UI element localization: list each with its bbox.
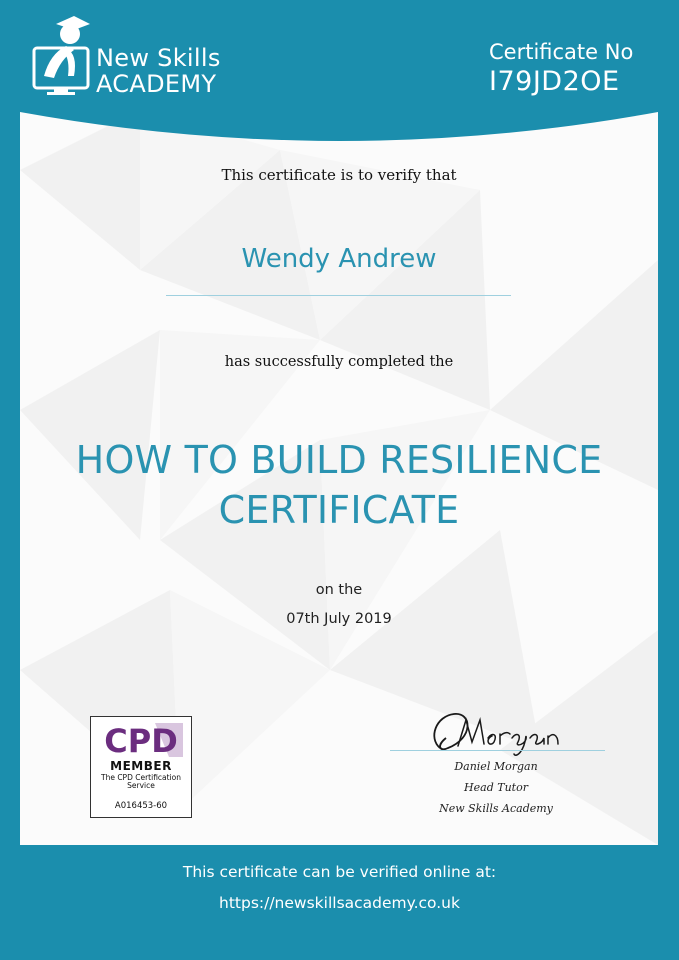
brand-name: New Skills bbox=[96, 44, 221, 72]
name-underline bbox=[166, 295, 511, 296]
course-title-line1: HOW TO BUILD RESILIENCE bbox=[75, 438, 603, 482]
intro-text: This certificate is to verify that bbox=[221, 166, 457, 184]
signatory-title: Head Tutor bbox=[464, 781, 528, 794]
verification-text: This certificate can be verified online at: bbox=[182, 863, 497, 881]
date-prefix: on the bbox=[315, 582, 363, 598]
cpd-member-label: MEMBER bbox=[110, 759, 172, 773]
certificate-number: I79JD2OE bbox=[489, 66, 620, 97]
verification-url[interactable]: https://newskillsacademy.co.uk bbox=[219, 894, 460, 912]
brand-subtitle: ACADEMY bbox=[96, 70, 217, 98]
course-title-line2: CERTIFICATE bbox=[218, 488, 460, 532]
recipient-name: Wendy Andrew bbox=[241, 244, 437, 274]
completion-text: has successfully completed the bbox=[224, 354, 454, 370]
certificate-number-block bbox=[489, 40, 639, 97]
signatory-organisation: New Skills Academy bbox=[439, 802, 553, 815]
completion-date: 07th July 2019 bbox=[286, 611, 392, 627]
signature-graphic bbox=[388, 708, 608, 756]
certificate-card bbox=[20, 110, 658, 845]
cpd-service-line1: The CPD Certification bbox=[100, 773, 182, 782]
cpd-logo-icon bbox=[99, 723, 183, 757]
certificate-number-label: Certificate No bbox=[489, 40, 634, 64]
signature-underline bbox=[390, 750, 605, 751]
academy-logo-icon bbox=[30, 14, 92, 96]
cpd-logo-text: CPD bbox=[104, 723, 178, 757]
cpd-service-name bbox=[91, 774, 191, 790]
signatory-name: Daniel Morgan bbox=[454, 760, 538, 773]
cpd-member-badge bbox=[90, 716, 192, 818]
cpd-service-line2: Service bbox=[127, 781, 155, 790]
cpd-member-number: A016453-60 bbox=[114, 801, 168, 811]
academy-logo bbox=[30, 14, 240, 104]
